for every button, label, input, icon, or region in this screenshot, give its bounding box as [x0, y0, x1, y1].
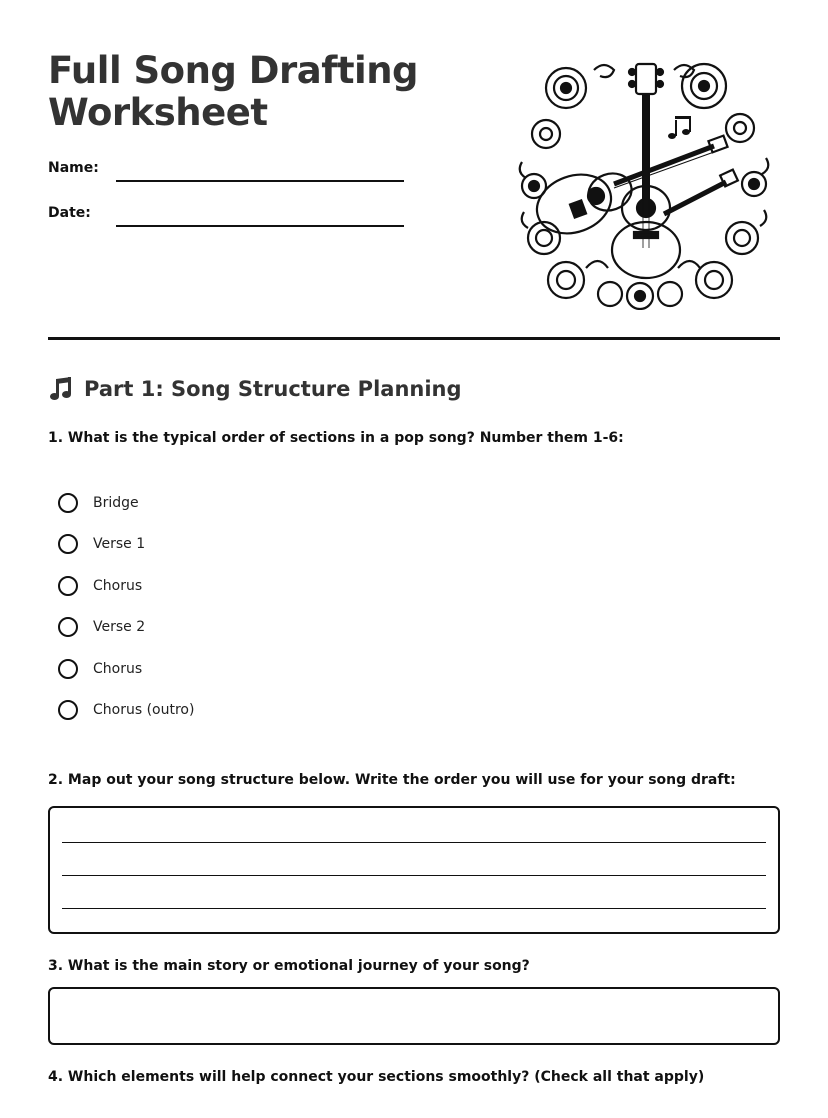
radio-circle[interactable] — [58, 534, 78, 554]
name-field[interactable] — [116, 180, 404, 182]
section-divider — [48, 337, 780, 340]
date-label: Date: — [48, 205, 91, 221]
radio-circle[interactable] — [58, 617, 78, 637]
part1-heading — [48, 374, 462, 404]
song-structure-answer-box[interactable] — [48, 806, 780, 934]
question-4: 4. Which elements will help connect your sections smoothly? (Check all that apply) — [48, 1069, 705, 1085]
question-2: 2. Map out your song structure below. Write the order you will use for your song draft: — [48, 772, 736, 788]
option-label: Chorus — [93, 578, 143, 594]
question-3: 3. What is the main story or emotional journey of your song? — [48, 958, 530, 974]
question-1: 1. What is the typical order of sections in a pop song? Number them 1-6: — [48, 430, 624, 446]
option-label: Verse 1 — [93, 536, 146, 552]
story-answer-box[interactable] — [48, 987, 780, 1045]
option-label: Chorus (outro) — [93, 702, 195, 718]
name-label: Name: — [48, 160, 99, 176]
option-label: Verse 2 — [93, 619, 146, 635]
answer-line — [62, 842, 766, 843]
option-item[interactable] — [58, 532, 145, 556]
option-item[interactable] — [58, 574, 142, 598]
guitars-ornament-icon — [514, 58, 774, 310]
date-field-row — [48, 205, 408, 235]
radio-circle[interactable] — [58, 493, 78, 513]
date-field[interactable] — [116, 225, 404, 227]
radio-circle[interactable] — [58, 700, 78, 720]
name-field-row — [48, 160, 408, 190]
radio-circle[interactable] — [58, 576, 78, 596]
option-item[interactable] — [58, 698, 194, 722]
option-item[interactable] — [58, 657, 142, 681]
part1-title: Part 1: Song Structure Planning — [84, 377, 462, 401]
option-label: Chorus — [93, 661, 143, 677]
answer-line — [62, 875, 766, 876]
option-item[interactable] — [58, 491, 139, 515]
music-note-icon — [48, 376, 74, 402]
option-label: Bridge — [93, 495, 139, 511]
radio-circle[interactable] — [58, 659, 78, 679]
option-item[interactable] — [58, 615, 145, 639]
worksheet-title: Full Song Drafting Worksheet — [48, 49, 419, 134]
answer-line — [62, 908, 766, 909]
